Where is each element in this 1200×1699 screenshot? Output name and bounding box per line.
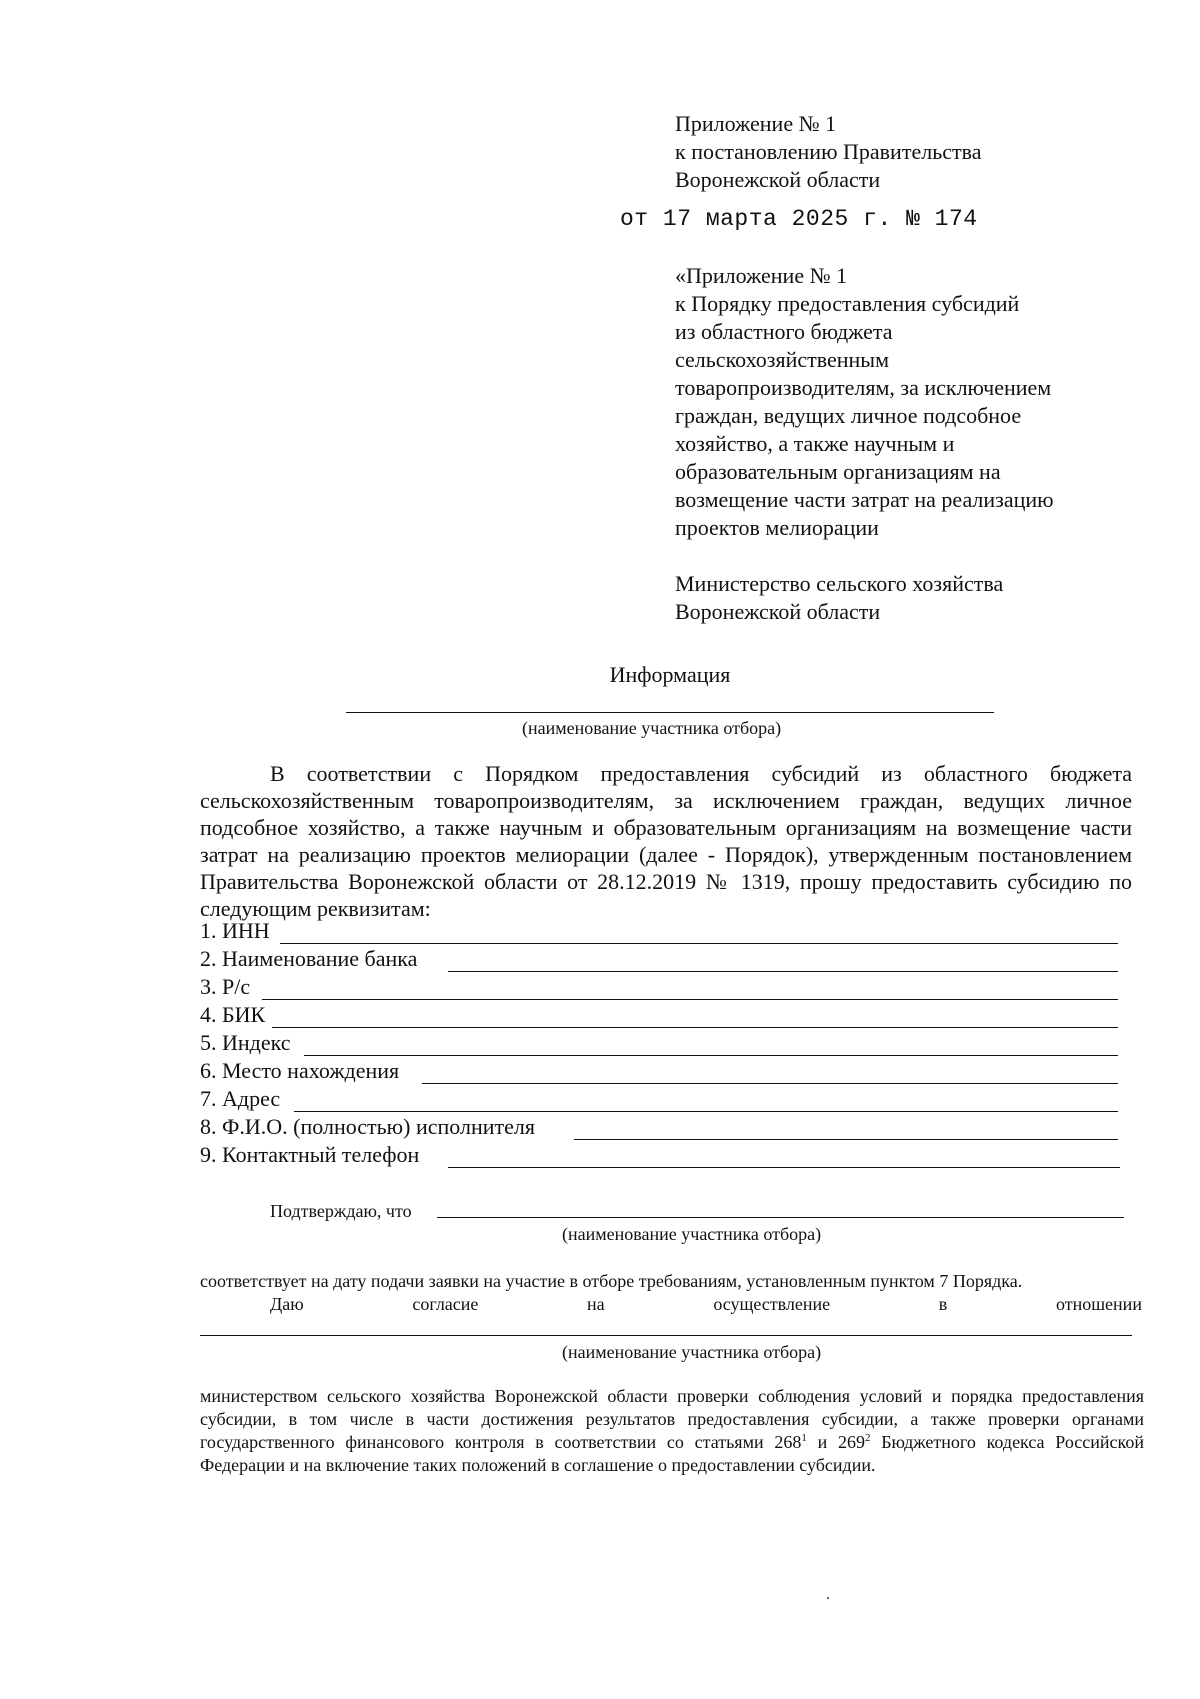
requisite-account (200, 973, 250, 1000)
requisite-label: 3. Р/с (200, 974, 251, 999)
requisite-executor (200, 1113, 535, 1140)
ministry-line: Воронежской области (675, 599, 881, 624)
consent-word: осуществление (713, 1294, 831, 1314)
confirm-caption: (наименование участника отбора) (562, 1224, 822, 1244)
account-field[interactable] (262, 999, 1118, 1000)
consent-word: согласие (412, 1294, 479, 1314)
appendix-line: возмещение части затрат на реализацию (675, 487, 1054, 512)
appendix-line: образовательным организациям на (675, 459, 1001, 484)
consent-word: Даю (270, 1294, 304, 1314)
appendix-line: граждан, ведущих личное подсобное (675, 403, 1022, 428)
requisite-bik (200, 1001, 265, 1028)
request-paragraph-text: В соответствии с Порядком предоставления субсидий из областного бюджета сельскохозяйственным товаропроизводителям, за исключением граждан, ведущих личное подсобное хозяйство, а также научным и образовательным организациям на возмещение части затрат на реализацию проектов мелиорации (далее - Порядок), утвержденным постановлением Правительства Воронежской области от 28.12.2019 № 1319, прошу предоставить субсидию по следующим реквизитам: (200, 761, 1132, 921)
inn-field[interactable] (280, 943, 1118, 944)
location-field[interactable] (422, 1083, 1118, 1084)
participant-name-caption: (наименование участника отбора) (522, 718, 782, 738)
consent-caption: (наименование участника отбора) (562, 1342, 822, 1362)
requisite-label: 8. Ф.И.О. (полностью) исполнителя (200, 1114, 535, 1139)
resolution-date-number: от 17 марта 2025 г. № 174 (620, 206, 978, 232)
requisite-label: 6. Место нахождения (200, 1058, 400, 1083)
participant-name-line[interactable] (346, 712, 994, 713)
requisite-label: 5. Индекс (200, 1030, 291, 1055)
ministry-line: Министерство сельского хозяйства (675, 571, 1004, 596)
appendix-line: к Порядку предоставления субсидий (675, 291, 1020, 316)
requisite-address (200, 1085, 280, 1112)
confirm-text: соответствует на дату подачи заявки на участие в отборе требованиям, установленным пунктом 7 Порядка. (200, 1271, 1023, 1291)
consent-paragraph-text: Бюджетного кодекса Российской Федерации и на включение таких положений в соглашение о предоставлении субсидии. (200, 1432, 1144, 1475)
requisite-label: 7. Адрес (200, 1086, 281, 1111)
consent-paragraph (200, 1385, 1144, 1477)
request-paragraph (200, 760, 1132, 922)
consent-word: на (587, 1294, 605, 1314)
appendix-line: из областного бюджета (675, 319, 893, 344)
address-field[interactable] (294, 1111, 1118, 1112)
index-field[interactable] (304, 1055, 1118, 1056)
requisite-label: 4. БИК (200, 1002, 266, 1027)
bik-field[interactable] (272, 1027, 1118, 1028)
document-title: Информация (609, 662, 731, 687)
appendix-line: товаропроизводителям, за исключением (675, 375, 1052, 400)
appendix-line: проектов мелиорации (675, 515, 879, 540)
phone-field[interactable] (448, 1167, 1120, 1168)
appendix-line: хозяйство, а также научным и (675, 431, 955, 456)
order-appendix-header (675, 262, 1054, 542)
consent-word: в (938, 1294, 948, 1314)
confirm-label: Подтверждаю, что (270, 1201, 412, 1221)
header-line: Приложение № 1 (675, 111, 837, 136)
ministry-addressee (675, 570, 1003, 626)
scan-speck (827, 1597, 829, 1599)
appendix-header (675, 110, 981, 194)
header-line: к постановлению Правительства (675, 139, 982, 164)
consent-word: отношении (1055, 1294, 1142, 1314)
appendix-line: сельскохозяйственным (675, 347, 889, 372)
requisite-bank (200, 945, 417, 972)
requisite-location (200, 1057, 399, 1084)
consent-participant-field[interactable] (200, 1335, 1132, 1336)
requisite-index (200, 1029, 291, 1056)
executor-name-field[interactable] (574, 1139, 1118, 1140)
header-line: Воронежской области (675, 167, 881, 192)
requisite-inn (200, 917, 270, 944)
consent-paragraph-text: и 269 (806, 1432, 865, 1452)
requisite-label: 1. ИНН (200, 918, 270, 943)
consent-paragraph-text: министерством сельского хозяйства Воронежской области проверки соблюдения условий и порядка предоставления субсидии, в том числе в части достижения результатов предоставления субсидии, а также проверки органами государственного финансового контроля в соответствии со статьями 268 (200, 1386, 1144, 1452)
footnote-sup: 1 (801, 1432, 807, 1444)
confirm-participant-field[interactable] (437, 1217, 1124, 1218)
requisite-label: 9. Контактный телефон (200, 1142, 420, 1167)
bank-name-field[interactable] (448, 971, 1118, 972)
footnote-sup: 2 (864, 1432, 871, 1444)
consent-line (270, 1293, 1142, 1315)
requisite-phone (200, 1141, 419, 1168)
requisite-label: 2. Наименование банка (200, 946, 418, 971)
appendix-line: «Приложение № 1 (675, 263, 848, 288)
